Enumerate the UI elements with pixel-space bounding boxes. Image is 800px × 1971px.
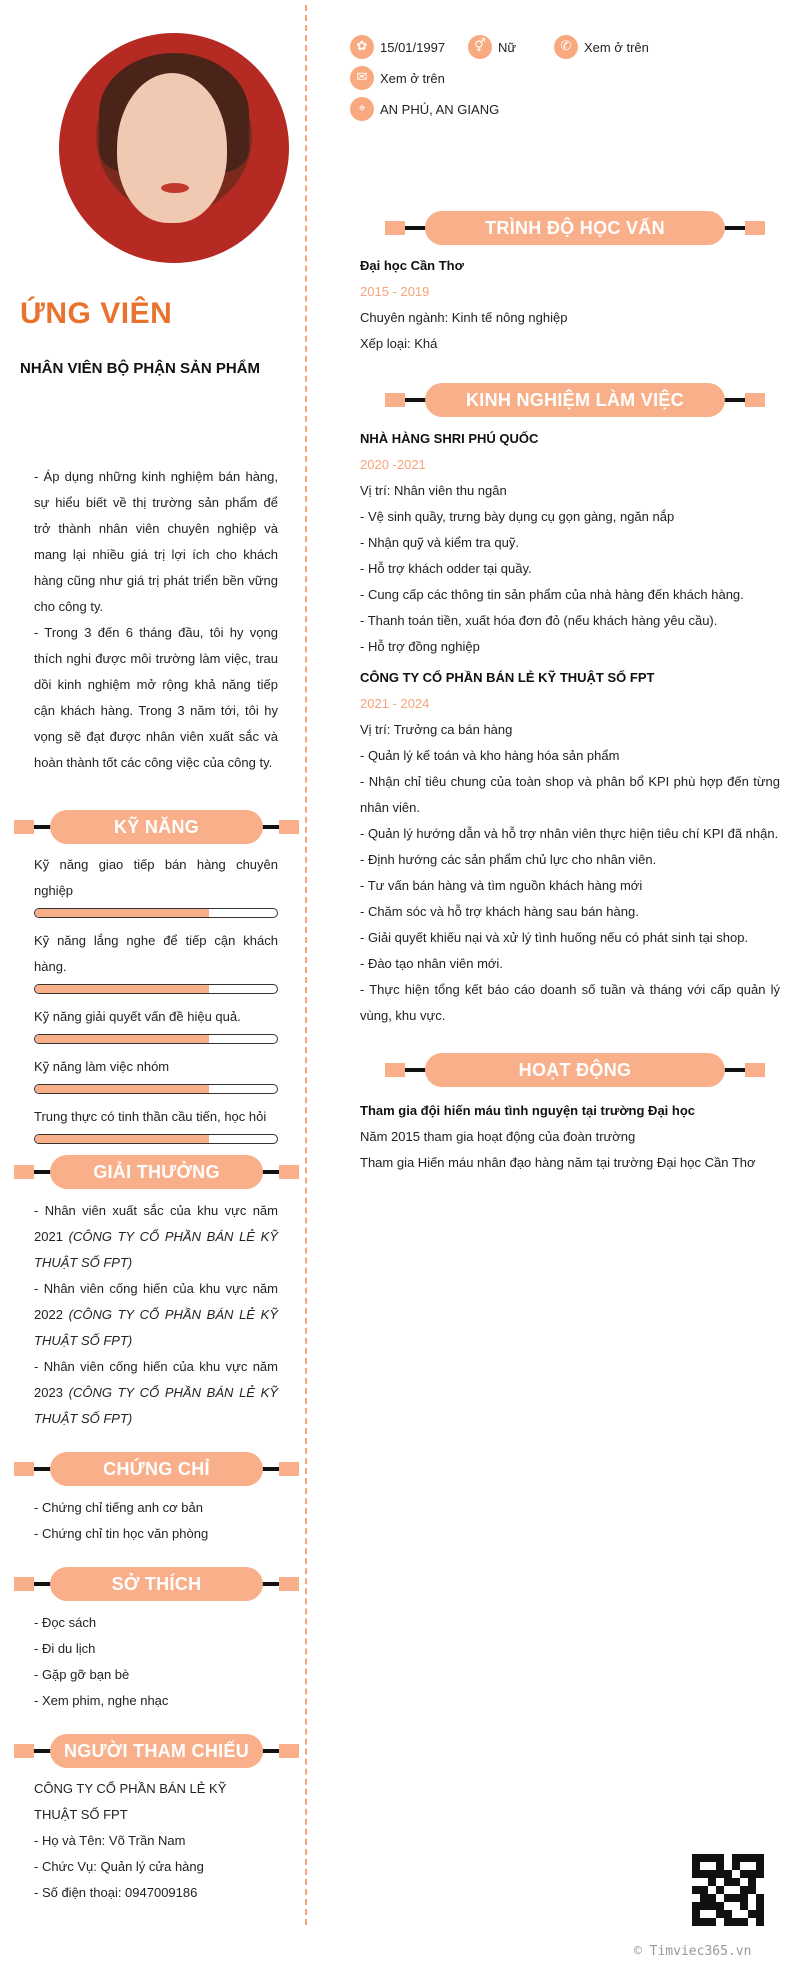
career-objective <box>34 464 278 776</box>
skill-label: Kỹ năng giải quyết vấn đề hiệu quả. <box>34 1009 241 1024</box>
job-line: - Quản lý hướng dẫn và hỗ trợ nhân viên thực hiện tiêu chí KPI đã nhận. <box>360 826 779 841</box>
skill-label: Trung thực có tinh thần cầu tiến, học hỏi <box>34 1109 267 1124</box>
job-line: - Quản lý kế toán và kho hàng hóa sản phẩm <box>360 748 620 763</box>
job-date: 2021 - 2024 <box>360 696 430 711</box>
company-name: CÔNG TY CỔ PHẦN BÁN LẺ KỸ THUẬT SỐ FPT <box>360 670 655 685</box>
contact-gender: ⚥ Nữ <box>468 35 516 59</box>
award-item: - Nhân viên cống hiến của khu vực năm 2023 (CÔNG TY CỔ PHẦN BÁN LẺ KỸ THUẬT SỐ FPT) <box>34 1359 278 1426</box>
job-line: - Giải quyết khiếu nại và xử lý tình huống nếu có phát sinh tại shop. <box>360 930 749 945</box>
certificates-list <box>34 1495 278 1547</box>
column-divider <box>305 5 307 1925</box>
job-line: - Thanh toán tiền, xuất hóa đơn đỏ (nếu khách hàng yêu cầu). <box>360 613 718 628</box>
contact-birthday: ✿ 15/01/1997 <box>350 35 445 59</box>
mail-icon: ✉ <box>350 66 374 90</box>
list-item: - Số điện thoại: 0947009186 <box>34 1885 198 1900</box>
skill-item <box>34 928 278 994</box>
list-item: - Họ và Tên: Võ Trần Nam <box>34 1833 186 1848</box>
skill-item <box>34 1004 278 1044</box>
education-block <box>360 253 780 357</box>
activity-line: Tham gia Hiến máu nhân đạo hàng năm tại trường Đại học Cần Thơ <box>360 1155 756 1170</box>
skill-item <box>34 1104 278 1144</box>
contact-phone: ✆ Xem ở trên <box>554 35 649 59</box>
award-item: - Nhân viên xuất sắc của khu vực năm 2021 (CÔNG TY CỔ PHẦN BÁN LẺ KỸ THUẬT SỐ FPT) <box>34 1203 278 1270</box>
skill-label: Kỹ năng lắng nghe để tiếp cận khách hàng. <box>34 933 278 974</box>
school-name: Đại học Cần Thơ <box>360 258 464 273</box>
job-line: Vị trí: Trưởng ca bán hàng <box>360 722 513 737</box>
job-line: - Đào tạo nhân viên mới. <box>360 956 503 971</box>
experience-job <box>360 665 780 1029</box>
contact-address: ⌖ AN PHÚ, AN GIANG <box>350 97 499 121</box>
job-line: - Nhận chỉ tiêu chung của toàn shop và phân bổ KPI phù hợp đến từng nhân viên. <box>360 774 780 815</box>
phone-icon: ✆ <box>554 35 578 59</box>
list-item: - Đi du lịch <box>34 1641 96 1656</box>
job-line: - Cung cấp các thông tin sản phẩm của nhà hàng đến khách hàng. <box>360 587 744 602</box>
list-item: - Đọc sách <box>34 1615 97 1630</box>
skill-item <box>34 852 278 918</box>
activity-title: Tham gia đội hiến máu tình nguyện tại trường Đại học <box>360 1103 696 1118</box>
education-date: 2015 - 2019 <box>360 284 430 299</box>
job-line: - Thực hiện tổng kết báo cáo doanh số tuần và tháng với cấp quản lý vùng, khu vực. <box>360 982 780 1023</box>
experience-job <box>360 426 780 660</box>
job-line: - Định hướng các sản phẩm chủ lực cho nhân viên. <box>360 852 657 867</box>
section-heading-experience: KINH NGHIỆM LÀM VIỆC <box>385 383 765 417</box>
list-item: - Chức Vụ: Quản lý cửa hàng <box>34 1859 204 1874</box>
job-line: Vị trí: Nhân viên thu ngân <box>360 483 507 498</box>
skill-label: Kỹ năng làm việc nhóm <box>34 1059 170 1074</box>
job-line: - Vệ sinh quầy, trưng bày dụng cụ gọn gàng, ngăn nắp <box>360 509 675 524</box>
awards-list <box>34 1198 278 1432</box>
education-major: Chuyên ngành: Kinh tế nông nghiệp <box>360 310 568 325</box>
cake-icon: ✿ <box>350 35 374 59</box>
activities-block <box>360 1098 780 1176</box>
contact-email: ✉ Xem ở trên <box>350 66 445 90</box>
watermark: © Timviec365.vn <box>634 1944 752 1959</box>
section-heading-education: TRÌNH ĐỘ HỌC VẤN <box>385 211 765 245</box>
award-item: - Nhân viên cống hiến của khu vực năm 2022 (CÔNG TY CỔ PHẦN BÁN LẺ KỸ THUẬT SỐ FPT) <box>34 1281 278 1348</box>
objective-paragraph: - Áp dụng những kinh nghiệm bán hàng, sự hiểu biết về thị trường sản phẩm để trở thành nhân viên chuyên nghiệp và mang lại nhiều giá trị lợi ích cho khách hàng cũng như giá trị phát triển bền vững cho công ty. <box>34 469 278 614</box>
section-heading-skills: KỸ NĂNG <box>14 810 299 844</box>
skill-bar <box>34 1084 278 1094</box>
section-heading-awards: GIẢI THƯỞNG <box>14 1155 299 1189</box>
objective-paragraph: - Trong 3 đến 6 tháng đầu, tôi hy vọng thích nghi được môi trường làm việc, trau dồi kinh nghiệm mở rộng khả năng tiếp cận khách hàng. Trong 3 năm tới, tôi hy vọng sẽ đạt được nhân viên xuất sắc và hoàn thành tốt các công việc của công ty. <box>34 625 278 770</box>
job-line: - Hỗ trợ đồng nghiệp <box>360 639 480 654</box>
job-date: 2020 -2021 <box>360 457 426 472</box>
gender-icon: ⚥ <box>468 35 492 59</box>
skill-label: Kỹ năng giao tiếp bán hàng chuyên nghiệp <box>34 857 278 898</box>
education-grade: Xếp loại: Khá <box>360 336 438 351</box>
hobbies-list <box>34 1610 278 1714</box>
candidate-name: ỨNG VIÊN <box>20 297 173 330</box>
job-line: - Nhận quỹ và kiểm tra quỹ. <box>360 535 519 550</box>
job-line: - Tư vấn bán hàng và tìm nguồn khách hàng mới <box>360 878 643 893</box>
references-list <box>34 1776 264 1906</box>
list-item: - Chứng chỉ tin học văn phòng <box>34 1526 209 1541</box>
job-line: - Hỗ trợ khách odder tại quầy. <box>360 561 532 576</box>
qr-code <box>692 1854 764 1926</box>
activity-line: Năm 2015 tham gia hoạt động của đoàn trường <box>360 1129 636 1144</box>
company-name: NHÀ HÀNG SHRI PHÚ QUỐC <box>360 431 539 446</box>
avatar <box>59 33 289 263</box>
section-heading-activities: HOẠT ĐỘNG <box>385 1053 765 1087</box>
skill-bar <box>34 908 278 918</box>
list-item: - Xem phim, nghe nhạc <box>34 1693 169 1708</box>
candidate-position: NHÂN VIÊN BỘ PHẬN SẢN PHẨM <box>20 360 261 377</box>
list-item: CÔNG TY CỔ PHẦN BÁN LẺ KỸ THUẬT SỐ FPT <box>34 1781 227 1822</box>
section-heading-certificates: CHỨNG CHỈ <box>14 1452 299 1486</box>
location-icon: ⌖ <box>350 97 374 121</box>
section-heading-hobbies: SỞ THÍCH <box>14 1567 299 1601</box>
section-heading-references: NGƯỜI THAM CHIẾU <box>14 1734 299 1768</box>
skill-bar <box>34 1034 278 1044</box>
skill-bar <box>34 1134 278 1144</box>
list-item: - Chứng chỉ tiếng anh cơ bản <box>34 1500 203 1515</box>
skill-item <box>34 1054 278 1094</box>
skills-list <box>34 852 278 1154</box>
job-line: - Chăm sóc và hỗ trợ khách hàng sau bán hàng. <box>360 904 639 919</box>
list-item: - Gặp gỡ bạn bè <box>34 1667 130 1682</box>
skill-bar <box>34 984 278 994</box>
